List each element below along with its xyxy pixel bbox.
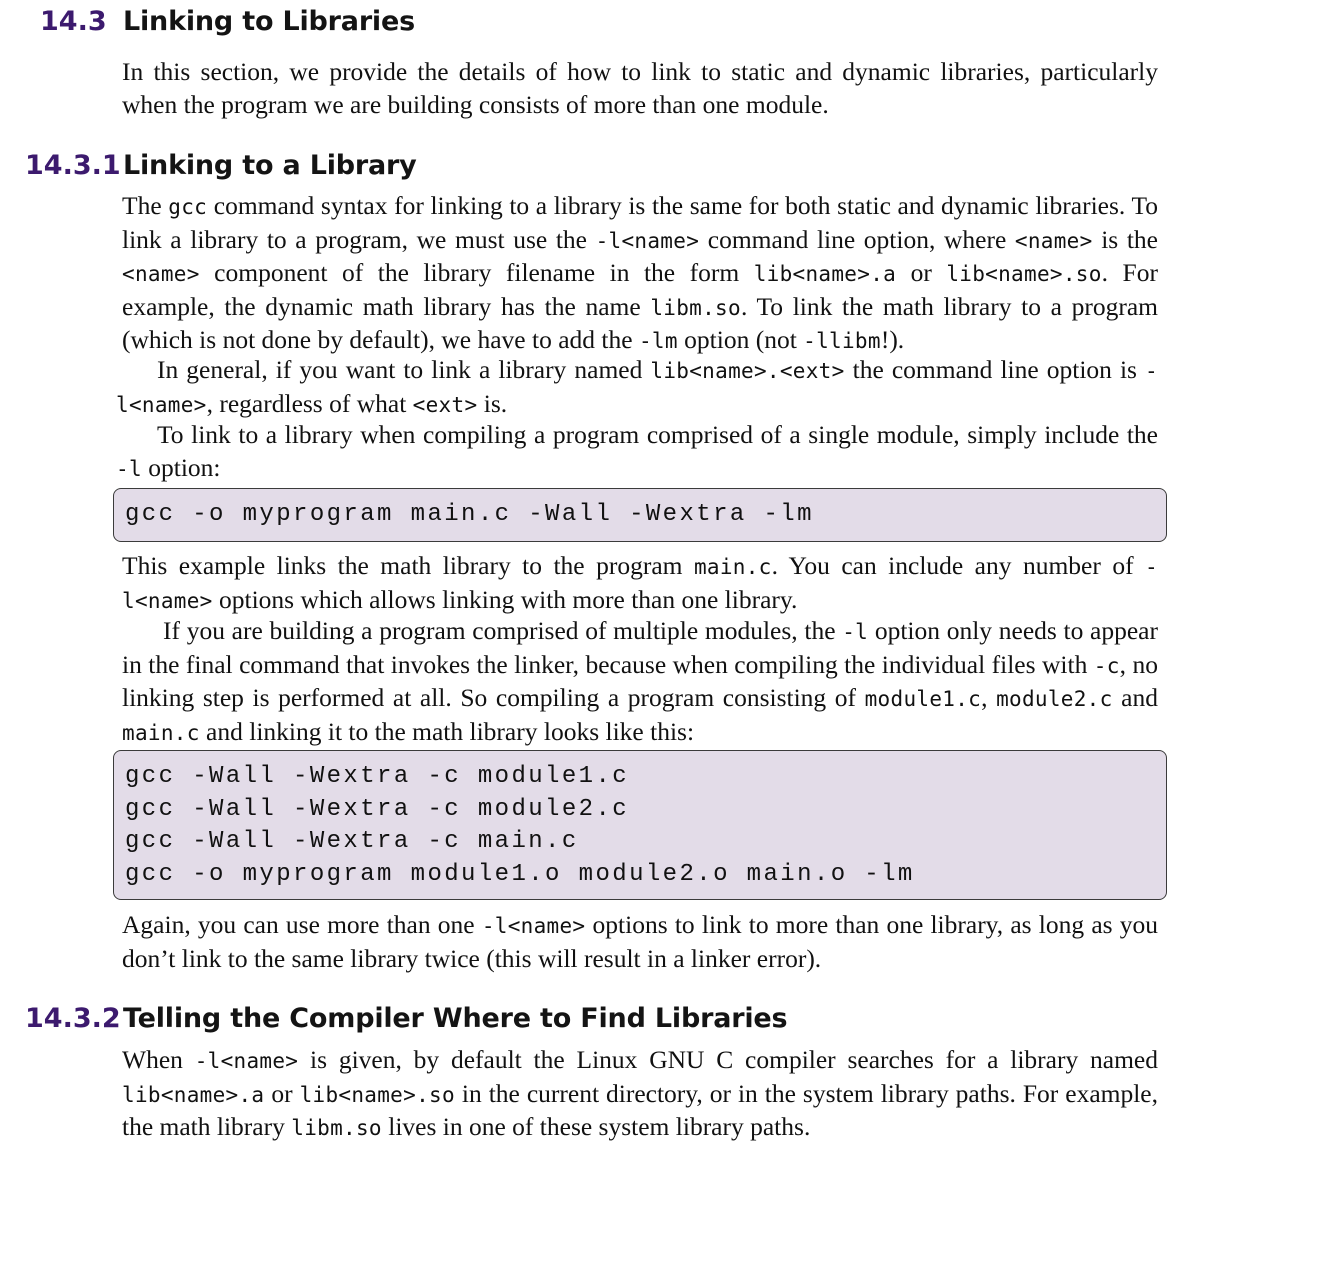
paragraph-library-search — [122, 1044, 1158, 1145]
paragraph-single-module — [116, 419, 1158, 485]
text-run: options to link to more than one library, as long as you don’t link to the same library twice (this will result in a linker error). — [122, 910, 1159, 973]
inline-code: -l<name> — [194, 1049, 299, 1073]
text-run: or — [264, 1078, 300, 1108]
inline-code: module1.c — [864, 687, 982, 711]
text-run: To link to a library when compiling a program comprised of a single module, simply include the — [157, 420, 1158, 449]
paragraph-multiple-libraries — [122, 909, 1158, 975]
text-run: When — [122, 1045, 195, 1074]
inline-code: -l — [842, 620, 869, 644]
subsection-title-1: Linking to a Library — [123, 150, 417, 181]
inline-code: <ext> — [412, 392, 478, 417]
inline-code: -l<name> — [481, 914, 586, 938]
text-run: , — [981, 683, 997, 712]
inline-code: -l<name> — [595, 228, 700, 253]
code-block-multiple-modules — [113, 750, 1167, 900]
section-title: Linking to Libraries — [123, 6, 415, 37]
subsection-title-2: Telling the Compiler Where to Find Libraries — [123, 1003, 788, 1034]
paragraph-general-option — [116, 354, 1158, 421]
text-run: component of the library filename in the form — [199, 258, 754, 287]
inline-code: -l — [116, 456, 142, 481]
code-line: gcc -Wall -Wextra -c main.c — [125, 828, 579, 855]
text-run: and linking it to the math library looks like this: — [199, 716, 695, 746]
code-line: gcc -o myprogram main.c -Wall -Wextra -lm — [125, 501, 814, 528]
text-run: is. — [477, 388, 508, 418]
code-line: gcc -Wall -Wextra -c module1.c — [125, 763, 630, 790]
text-run: !). — [880, 325, 905, 354]
text-run: is the — [1092, 224, 1158, 254]
text-run: command line option, where — [699, 224, 1015, 254]
intro-paragraph: In this section, we provide the details of how to link to static and dynamic libraries, particularly when the program we are building consists of more than one module. — [122, 57, 1158, 119]
section-number: 14.3 — [40, 6, 107, 37]
text-run: . For example, the dynamic math library has the name — [122, 258, 1158, 321]
inline-code: module2.c — [996, 687, 1113, 711]
paragraph-linking-syntax — [122, 190, 1158, 358]
text-run: is given, by default the Linux GNU C compiler searches for a library named — [298, 1045, 1158, 1074]
inline-code: gcc — [168, 195, 208, 219]
inline-code: lib<name>.<ext> — [650, 359, 845, 383]
inline-code: <name> — [122, 262, 200, 286]
text-run: option: — [141, 452, 221, 482]
inline-code: main.c — [122, 720, 200, 745]
text-run: option (not — [677, 325, 804, 354]
text-run: lives in one of these system library paths. — [381, 1112, 811, 1141]
inline-code: main.c — [693, 555, 772, 579]
text-run: , no linking step is performed at all. So compiling a program consisting of — [122, 649, 1159, 712]
text-run: and — [1112, 683, 1158, 712]
text-run: options which allows linking with more than one library. — [212, 584, 798, 614]
text-run: in the current directory, or in the system library paths. For example, the math library — [122, 1078, 1158, 1141]
inline-code: libm.so — [291, 1116, 382, 1140]
text-run: The — [122, 191, 169, 220]
inline-code: lib<name>.a — [753, 262, 897, 286]
code-line: gcc -Wall -Wextra -c module2.c — [125, 795, 630, 823]
inline-code: <name> — [1014, 228, 1093, 253]
text-run: . You can include any number of — [771, 551, 1146, 580]
subsection-number-2: 14.3.2 — [25, 1003, 121, 1034]
text-run: , regardless of what — [206, 388, 413, 418]
text-run: or — [896, 258, 947, 287]
inline-code: lib<name>.a — [122, 1082, 265, 1107]
text-run: option only needs to appear in the final command that invokes the linker, because when compiling the individual files with — [122, 616, 1158, 679]
inline-code: lib<name>.so — [299, 1082, 455, 1107]
text-run: command syntax for linking to a library is the same for both static and dynamic libraries. To link a library to a program, we must use the — [122, 191, 1159, 254]
inline-code: -l<name> — [122, 555, 1158, 613]
text-run: . To link the math library to a program (which is not done by default), we have to add the — [122, 291, 1159, 354]
inline-code: -lm — [638, 329, 678, 353]
inline-code: libm.so — [650, 295, 741, 320]
code-block-single-module — [113, 488, 1167, 542]
code-line: gcc -o myprogram module1.o module2.o main.o -lm — [125, 860, 915, 888]
inline-code: -l<name> — [116, 359, 1158, 417]
inline-code: lib<name>.so — [946, 262, 1102, 286]
inline-code: -c — [1093, 653, 1120, 678]
text-run: If you are building a program comprised of multiple modules, the — [163, 616, 843, 645]
text-run: the command line option is — [844, 355, 1146, 384]
text-run: In general, if you want to link a library named — [157, 355, 651, 384]
paragraph-multiple-modules — [122, 615, 1158, 749]
inline-code: -llibm — [803, 329, 881, 353]
text-run: This example links the math library to the program — [122, 551, 694, 580]
subsection-number-1: 14.3.1 — [25, 150, 121, 181]
text-run: Again, you can use more than one — [122, 910, 482, 939]
paragraph-example-explained — [122, 550, 1158, 617]
